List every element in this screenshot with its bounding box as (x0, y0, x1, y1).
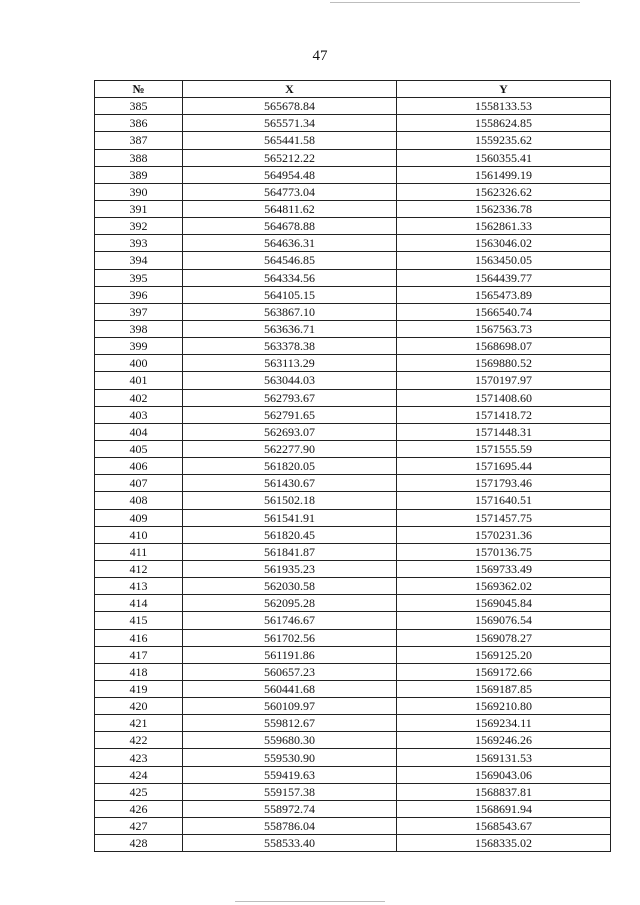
table-row (95, 646, 611, 663)
y-coordinate-cell: 1569045.84 (397, 595, 611, 612)
x-coordinate-cell: 564546.85 (183, 252, 397, 269)
point-number-cell: 389 (95, 166, 183, 183)
point-number-cell: 391 (95, 200, 183, 217)
x-coordinate-cell: 564334.56 (183, 269, 397, 286)
y-coordinate-cell: 1569076.54 (397, 612, 611, 629)
table-row (95, 526, 611, 543)
table-row (95, 458, 611, 475)
y-coordinate-cell: 1560355.41 (397, 149, 611, 166)
x-coordinate-cell: 561820.05 (183, 458, 397, 475)
y-coordinate-cell: 1568691.94 (397, 800, 611, 817)
x-coordinate-cell: 561702.56 (183, 629, 397, 646)
point-number-cell: 388 (95, 149, 183, 166)
y-coordinate-cell: 1569172.66 (397, 663, 611, 680)
table-row (95, 663, 611, 680)
point-number-cell: 404 (95, 423, 183, 440)
y-coordinate-cell: 1561499.19 (397, 166, 611, 183)
x-coordinate-cell: 561430.67 (183, 475, 397, 492)
point-number-cell: 396 (95, 286, 183, 303)
point-number-cell: 427 (95, 818, 183, 835)
y-coordinate-cell: 1570231.36 (397, 526, 611, 543)
y-coordinate-cell: 1566540.74 (397, 303, 611, 320)
point-number-cell: 415 (95, 612, 183, 629)
table-row (95, 629, 611, 646)
y-coordinate-cell: 1562336.78 (397, 200, 611, 217)
point-number-cell: 386 (95, 115, 183, 132)
y-coordinate-cell: 1569187.85 (397, 680, 611, 697)
point-number-cell: 392 (95, 218, 183, 235)
table-row (95, 715, 611, 732)
table-row (95, 578, 611, 595)
table-row (95, 338, 611, 355)
x-coordinate-cell: 563867.10 (183, 303, 397, 320)
point-number-cell: 398 (95, 320, 183, 337)
y-coordinate-cell: 1567563.73 (397, 320, 611, 337)
point-number-cell: 401 (95, 372, 183, 389)
point-number-cell: 390 (95, 183, 183, 200)
point-number-cell: 413 (95, 578, 183, 595)
table-header-row (95, 81, 611, 98)
y-coordinate-cell: 1571408.60 (397, 389, 611, 406)
x-coordinate-cell: 564954.48 (183, 166, 397, 183)
x-coordinate-cell: 563636.71 (183, 320, 397, 337)
point-number-cell: 409 (95, 509, 183, 526)
point-number-cell: 399 (95, 338, 183, 355)
x-coordinate-cell: 558533.40 (183, 835, 397, 852)
y-coordinate-cell: 1559235.62 (397, 132, 611, 149)
point-number-cell: 411 (95, 543, 183, 560)
point-number-cell: 387 (95, 132, 183, 149)
table-row (95, 766, 611, 783)
point-number-cell: 395 (95, 269, 183, 286)
table-row (95, 166, 611, 183)
y-coordinate-cell: 1568543.67 (397, 818, 611, 835)
point-number-cell: 424 (95, 766, 183, 783)
x-coordinate-cell: 565678.84 (183, 98, 397, 115)
coordinates-table (94, 80, 611, 852)
y-coordinate-cell: 1569733.49 (397, 560, 611, 577)
table-row (95, 783, 611, 800)
x-coordinate-cell: 562277.90 (183, 440, 397, 457)
x-coordinate-cell: 565212.22 (183, 149, 397, 166)
point-number-cell: 416 (95, 629, 183, 646)
point-number-cell: 418 (95, 663, 183, 680)
point-number-cell: 426 (95, 800, 183, 817)
point-number-cell: 393 (95, 235, 183, 252)
point-number-cell: 407 (95, 475, 183, 492)
table-row (95, 800, 611, 817)
x-coordinate-cell: 562030.58 (183, 578, 397, 595)
table-row (95, 440, 611, 457)
table-row (95, 835, 611, 852)
y-coordinate-cell: 1571448.31 (397, 423, 611, 440)
column-header-number: № (95, 81, 183, 98)
table-row (95, 269, 611, 286)
y-coordinate-cell: 1558624.85 (397, 115, 611, 132)
x-coordinate-cell: 563378.38 (183, 338, 397, 355)
y-coordinate-cell: 1569880.52 (397, 355, 611, 372)
x-coordinate-cell: 559680.30 (183, 732, 397, 749)
table-row (95, 320, 611, 337)
table-row (95, 475, 611, 492)
x-coordinate-cell: 562791.65 (183, 406, 397, 423)
table-row (95, 98, 611, 115)
point-number-cell: 425 (95, 783, 183, 800)
table-row (95, 218, 611, 235)
y-coordinate-cell: 1568335.02 (397, 835, 611, 852)
y-coordinate-cell: 1569234.11 (397, 715, 611, 732)
y-coordinate-cell: 1562861.33 (397, 218, 611, 235)
x-coordinate-cell: 558786.04 (183, 818, 397, 835)
point-number-cell: 408 (95, 492, 183, 509)
table-row (95, 406, 611, 423)
table-row (95, 183, 611, 200)
point-number-cell: 417 (95, 646, 183, 663)
table-row (95, 492, 611, 509)
x-coordinate-cell: 559157.38 (183, 783, 397, 800)
y-coordinate-cell: 1569131.53 (397, 749, 611, 766)
y-coordinate-cell: 1569043.06 (397, 766, 611, 783)
y-coordinate-cell: 1562326.62 (397, 183, 611, 200)
y-coordinate-cell: 1565473.89 (397, 286, 611, 303)
x-coordinate-cell: 559419.63 (183, 766, 397, 783)
x-coordinate-cell: 561502.18 (183, 492, 397, 509)
y-coordinate-cell: 1571457.75 (397, 509, 611, 526)
point-number-cell: 405 (95, 440, 183, 457)
y-coordinate-cell: 1568837.81 (397, 783, 611, 800)
y-coordinate-cell: 1563046.02 (397, 235, 611, 252)
x-coordinate-cell: 565441.58 (183, 132, 397, 149)
y-coordinate-cell: 1558133.53 (397, 98, 611, 115)
table-row (95, 612, 611, 629)
point-number-cell: 421 (95, 715, 183, 732)
table-row (95, 252, 611, 269)
table-row (95, 303, 611, 320)
point-number-cell: 410 (95, 526, 183, 543)
table-row (95, 200, 611, 217)
column-header-x: X (183, 81, 397, 98)
point-number-cell: 423 (95, 749, 183, 766)
point-number-cell: 419 (95, 680, 183, 697)
point-number-cell: 406 (95, 458, 183, 475)
page-number: 47 (312, 48, 328, 64)
point-number-cell: 420 (95, 698, 183, 715)
y-coordinate-cell: 1569246.26 (397, 732, 611, 749)
point-number-cell: 385 (95, 98, 183, 115)
x-coordinate-cell: 561841.87 (183, 543, 397, 560)
table-row (95, 749, 611, 766)
y-coordinate-cell: 1570197.97 (397, 372, 611, 389)
point-number-cell: 428 (95, 835, 183, 852)
point-number-cell: 400 (95, 355, 183, 372)
x-coordinate-cell: 561541.91 (183, 509, 397, 526)
y-coordinate-cell: 1563450.05 (397, 252, 611, 269)
point-number-cell: 402 (95, 389, 183, 406)
table-row (95, 423, 611, 440)
table-row (95, 235, 611, 252)
y-coordinate-cell: 1571555.59 (397, 440, 611, 457)
x-coordinate-cell: 563113.29 (183, 355, 397, 372)
point-number-cell: 422 (95, 732, 183, 749)
x-coordinate-cell: 565571.34 (183, 115, 397, 132)
table-row (95, 115, 611, 132)
x-coordinate-cell: 560657.23 (183, 663, 397, 680)
point-number-cell: 414 (95, 595, 183, 612)
table-row (95, 389, 611, 406)
table-row (95, 509, 611, 526)
y-coordinate-cell: 1569362.02 (397, 578, 611, 595)
y-coordinate-cell: 1569078.27 (397, 629, 611, 646)
x-coordinate-cell: 559530.90 (183, 749, 397, 766)
x-coordinate-cell: 564773.04 (183, 183, 397, 200)
x-coordinate-cell: 564811.62 (183, 200, 397, 217)
x-coordinate-cell: 560109.97 (183, 698, 397, 715)
point-number-cell: 397 (95, 303, 183, 320)
table-row (95, 560, 611, 577)
x-coordinate-cell: 561820.45 (183, 526, 397, 543)
x-coordinate-cell: 559812.67 (183, 715, 397, 732)
y-coordinate-cell: 1570136.75 (397, 543, 611, 560)
y-coordinate-cell: 1564439.77 (397, 269, 611, 286)
x-coordinate-cell: 558972.74 (183, 800, 397, 817)
table-row (95, 818, 611, 835)
table-body (95, 98, 611, 852)
y-coordinate-cell: 1571793.46 (397, 475, 611, 492)
scan-artifact-bottom (235, 901, 385, 902)
table-row (95, 355, 611, 372)
x-coordinate-cell: 561935.23 (183, 560, 397, 577)
table-row (95, 286, 611, 303)
x-coordinate-cell: 564105.15 (183, 286, 397, 303)
column-header-y: Y (397, 81, 611, 98)
x-coordinate-cell: 563044.03 (183, 372, 397, 389)
x-coordinate-cell: 564636.31 (183, 235, 397, 252)
table-row (95, 149, 611, 166)
y-coordinate-cell: 1571418.72 (397, 406, 611, 423)
x-coordinate-cell: 560441.68 (183, 680, 397, 697)
y-coordinate-cell: 1569210.80 (397, 698, 611, 715)
y-coordinate-cell: 1571640.51 (397, 492, 611, 509)
table-row (95, 132, 611, 149)
table-row (95, 543, 611, 560)
point-number-cell: 403 (95, 406, 183, 423)
table-row (95, 698, 611, 715)
y-coordinate-cell: 1568698.07 (397, 338, 611, 355)
point-number-cell: 394 (95, 252, 183, 269)
x-coordinate-cell: 562095.28 (183, 595, 397, 612)
table-row (95, 372, 611, 389)
x-coordinate-cell: 561746.67 (183, 612, 397, 629)
point-number-cell: 412 (95, 560, 183, 577)
scan-artifact-top (330, 2, 580, 3)
table-row (95, 680, 611, 697)
x-coordinate-cell: 561191.86 (183, 646, 397, 663)
y-coordinate-cell: 1571695.44 (397, 458, 611, 475)
table-row (95, 595, 611, 612)
x-coordinate-cell: 562793.67 (183, 389, 397, 406)
y-coordinate-cell: 1569125.20 (397, 646, 611, 663)
x-coordinate-cell: 564678.88 (183, 218, 397, 235)
table-row (95, 732, 611, 749)
x-coordinate-cell: 562693.07 (183, 423, 397, 440)
